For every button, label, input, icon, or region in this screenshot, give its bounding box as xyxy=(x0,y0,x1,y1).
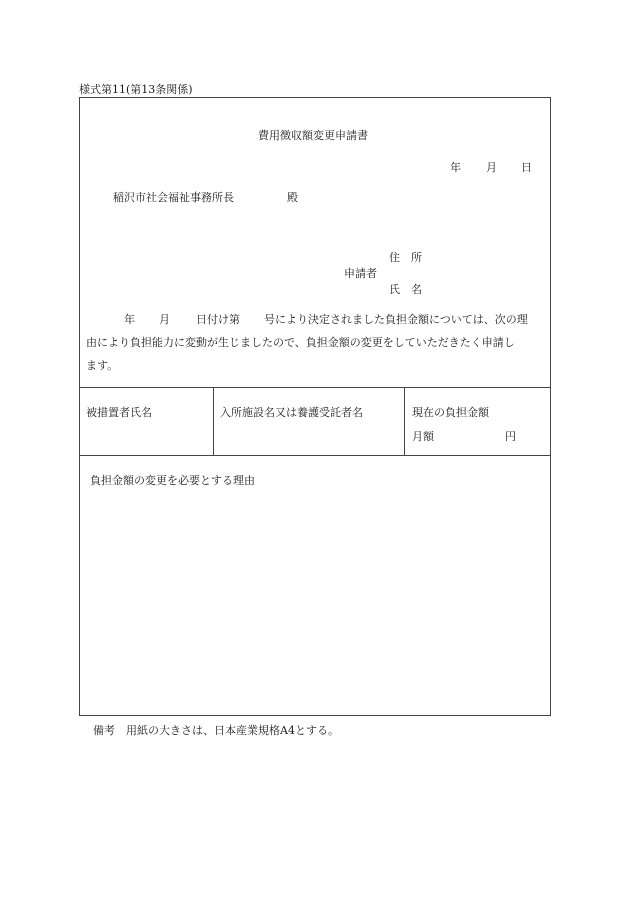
table-col1-header: 被措置者氏名 xyxy=(86,406,152,419)
applicant-name-label: 氏 名 xyxy=(389,283,422,296)
body-month: 月 xyxy=(159,313,170,326)
body-day-suffix: 日付け第 xyxy=(196,313,240,326)
table-col2-header: 入所施設名又は養護受託者名 xyxy=(220,406,363,419)
date-month: 月 xyxy=(486,161,497,174)
addressee-name: 稲沢市社会福祉事務所長 xyxy=(113,191,234,204)
note: 備考 用紙の大きさは、日本産業規格A4とする。 xyxy=(93,724,339,737)
table-col3-header: 現在の負担金額 xyxy=(412,406,489,419)
body-line3: ます。 xyxy=(86,359,119,372)
body-year: 年 xyxy=(124,313,135,326)
form-title: 費用徴収額変更申請書 xyxy=(258,129,368,142)
table-divider-2 xyxy=(404,387,405,455)
monthly-label: 月額 xyxy=(412,430,434,443)
applicant-label: 申請者 xyxy=(344,267,377,280)
applicant-address-label: 住 所 xyxy=(389,251,422,264)
table-top-border xyxy=(79,387,551,388)
reason-label: 負担金額の変更を必要とする理由 xyxy=(90,474,255,487)
table-divider-1 xyxy=(213,387,214,455)
form-number: 様式第11(第13条関係) xyxy=(79,83,193,96)
addressee-honorific: 殿 xyxy=(287,191,298,204)
body-line1-text: 号により決定されました負担金額については、次の理 xyxy=(264,313,528,326)
table-bottom-border xyxy=(79,455,551,456)
body-line2: 由により負担能力に変動が生じましたので、負担金額の変更をしていただきたく申請し xyxy=(86,336,515,349)
date-year: 年 xyxy=(450,161,461,174)
date-day: 日 xyxy=(521,161,532,174)
currency-label: 円 xyxy=(505,430,516,443)
